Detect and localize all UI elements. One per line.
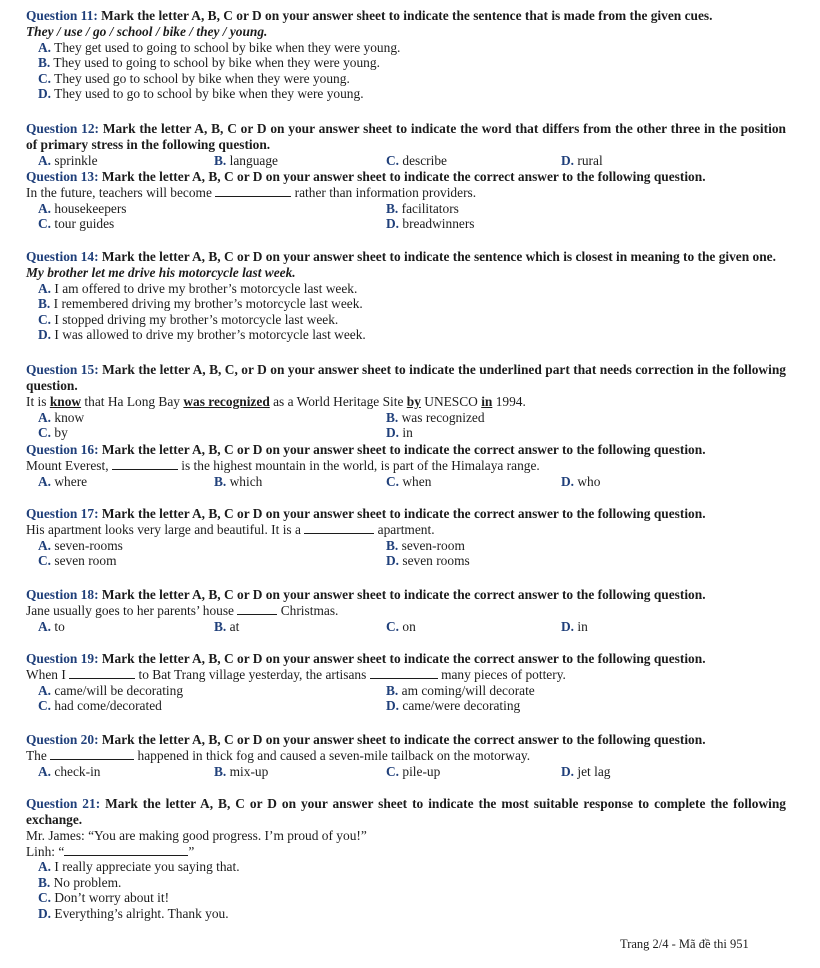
answer-blank-1 [69,668,135,679]
option-d: D. in [386,425,413,440]
question-20-header [26,732,786,748]
question-19 [26,651,786,714]
question-19-header [26,651,786,667]
option-a: A. I am offered to drive my brother’s motorcycle last week. [38,280,358,296]
option-b: B. I remembered driving my brother’s motorcycle last week. [38,296,363,311]
option-c: C. tour guides [38,216,115,231]
option-c: C. when [386,473,432,489]
option-c: C. pile-up [386,763,441,779]
question-16 [26,442,786,489]
question-16-header [26,442,786,458]
question-number: Question 11: [26,8,98,23]
option-row [26,553,786,569]
dialogue-line-1: Mr. James: “You are making good progress. I’m proud of you!” [26,828,367,843]
question-11-header [26,8,786,24]
option-d: D. who [561,473,601,489]
option-b: B. at [214,618,240,634]
answer-blank [215,186,291,197]
answer-blank [304,523,374,534]
question-instruction: Mark the letter A, B, C, or D on your answer sheet to indicate the underlined part that needs correction in the following question. [26,362,786,393]
option-row [26,698,786,714]
option-row [26,875,786,891]
option-row [26,619,786,635]
underlined-part-b: was recognized [183,394,270,409]
question-number: Question 17: [26,506,99,521]
answer-blank [112,459,178,470]
answer-blank [50,749,134,760]
option-row [26,281,786,297]
question-instruction: Mark the letter A, B, C or D on your answer sheet to indicate the correct answer to the following question. [101,587,706,602]
question-number: Question 19: [26,651,99,666]
option-c: C. They used go to school by bike when they were young. [38,70,350,86]
question-instruction: Mark the letter A, B, C or D on your answer sheet to indicate the sentence which is closest in meaning to the given one. [101,249,776,264]
option-d: D. came/were decorating [386,698,521,713]
option-row [26,312,786,328]
option-c: C. on [386,618,416,634]
question-stem: His apartment looks very large and beautiful. It is a apartment. [26,522,435,537]
option-row [26,71,786,87]
question-11 [26,8,786,102]
option-a: A. where [38,473,88,489]
given-sentence: My brother let me drive his motorcycle last week. [26,265,296,280]
option-d: D. seven rooms [386,553,470,568]
option-b: B. which [214,473,263,489]
option-row [26,153,786,169]
question-14 [26,249,786,343]
option-d: D. breadwinners [386,216,475,231]
question-instruction: Mark the letter A, B, C or D on your answer sheet to indicate the word that differs from the other three in the position of primary stress in the following question. [26,121,786,152]
option-a: A. came/will be decorating [38,682,184,698]
question-number: Question 15: [26,362,99,377]
question-instruction: Mark the letter A, B, C or D on your answer sheet to indicate the correct answer to the following question. [101,506,706,521]
option-c: C. seven room [38,553,117,568]
option-b: B. facilitators [386,200,459,216]
question-stem: Jane usually goes to her parents’ house Christmas. [26,603,339,618]
question-stem: The happened in thick fog and caused a seven-mile tailback on the motorway. [26,748,531,763]
option-c: C. had come/decorated [38,698,162,713]
given-cues: They / use / go / school / bike / they / young. [26,24,268,39]
option-b: B. was recognized [386,409,485,425]
option-d: D. I was allowed to drive my brother’s motorcycle last week. [38,327,366,342]
option-b: B. seven-room [386,537,465,553]
question-17 [26,506,786,569]
option-row [26,683,786,699]
question-instruction: Mark the letter A, B, C or D on your answer sheet to indicate the correct answer to the following question. [101,732,706,747]
question-stem: It is know that Ha Long Bay was recognized as a World Heritage Site by UNESCO in 1994. [26,394,526,409]
option-row [26,425,786,441]
option-d: D. rural [561,153,603,168]
question-15-header [26,362,786,394]
question-stem: When I to Bat Trang village yesterday, the artisans many pieces of pottery. [26,667,566,682]
question-instruction: Mark the letter A, B, C or D on your answer sheet to indicate the sentence that is made from the given cues. [101,8,713,23]
question-17-header [26,506,786,522]
question-number: Question 20: [26,732,99,747]
option-row [26,201,786,217]
option-b: B. They used to going to school by bike when they were young. [38,55,380,70]
option-row [26,474,786,490]
underlined-part-d: in [481,394,493,409]
option-a: A. I really appreciate you saying that. [38,859,240,874]
option-a: A. sprinkle [38,153,98,168]
question-20 [26,732,786,779]
underlined-part-c: by [406,394,421,409]
question-14-header [26,249,786,265]
question-13-header [26,169,786,185]
option-c: C. by [38,425,68,440]
question-13 [26,169,786,232]
option-d: D. jet lag [561,763,611,779]
question-21-header [26,796,786,828]
option-b: B. No problem. [38,874,122,890]
option-a: A. seven-rooms [38,537,123,553]
option-c: C. I stopped driving my brother’s motorcycle last week. [38,311,339,327]
option-d: D. They used to go to school by bike when they were young. [38,86,364,101]
question-number: Question 14: [26,249,99,264]
option-row [26,410,786,426]
question-12-header [26,121,786,153]
answer-blank [64,845,188,856]
option-b: B. mix-up [214,763,269,779]
question-number: Question 18: [26,587,99,602]
question-instruction: Mark the letter A, B, C or D on your answer sheet to indicate the correct answer to the following question. [101,169,706,184]
question-number: Question 16: [26,442,99,457]
question-instruction: Mark the letter A, B, C or D on your answer sheet to indicate the correct answer to the following question. [101,442,706,457]
option-row [26,327,786,343]
question-number: Question 21: [26,796,101,811]
option-row [26,906,786,922]
option-a: A. They get used to going to school by bike when they were young. [38,39,401,55]
dialogue-line-2: Linh: “ ” [26,843,195,859]
option-row [26,86,786,102]
question-number: Question 13: [26,169,99,184]
page-footer: Trang 2/4 - Mã đề thi 951 [620,937,749,951]
option-row [26,40,786,56]
question-15 [26,362,786,441]
question-instruction: Mark the letter A, B, C or D on your answer sheet to indicate the correct answer to the following question. [101,651,706,666]
underlined-part-a: know [49,394,82,409]
option-a: A. check-in [38,763,101,779]
option-row [26,216,786,232]
question-21 [26,796,786,921]
question-stem: In the future, teachers will become rather than information providers. [26,185,477,200]
option-c: C. Don’t worry about it! [38,890,170,905]
option-a: A. housekeepers [38,200,127,216]
option-b: B. am coming/will decorate [386,682,535,698]
option-row [26,890,786,906]
option-row [26,538,786,554]
option-row [26,859,786,875]
answer-blank [237,604,277,615]
option-a: A. to [38,618,65,634]
option-row [26,296,786,312]
question-instruction: Mark the letter A, B, C or D on your answer sheet to indicate the most suitable response to complete the following exchange. [26,796,786,827]
option-row [26,764,786,780]
option-a: A. know [38,409,85,425]
question-18 [26,587,786,634]
question-number: Question 12: [26,121,99,136]
option-c: C. describe [386,153,448,168]
option-b: B. language [214,153,278,168]
option-row [26,55,786,71]
question-12 [26,121,786,169]
question-18-header [26,587,786,603]
option-d: D. Everything’s alright. Thank you. [38,905,229,921]
option-d: D. in [561,618,588,634]
answer-blank-2 [370,668,438,679]
question-stem: Mount Everest, is the highest mountain in the world, is part of the Himalaya range. [26,458,540,473]
